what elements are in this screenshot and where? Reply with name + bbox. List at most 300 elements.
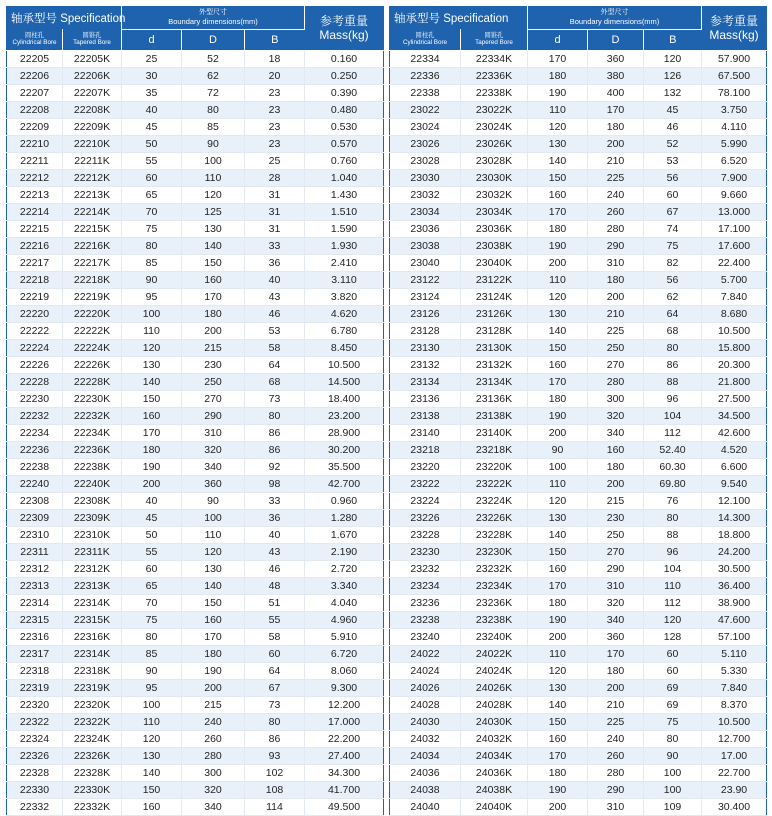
outer-D-cell: 290 xyxy=(588,237,644,254)
outer-D-cell: 200 xyxy=(588,475,644,492)
cylindrical-bore-cell: 23224 xyxy=(390,492,461,509)
bore-d-cell: 130 xyxy=(528,305,588,322)
mass-cell: 14.500 xyxy=(305,373,384,390)
width-B-cell: 73 xyxy=(245,390,305,407)
width-B-cell: 33 xyxy=(245,237,305,254)
cylindrical-bore-cell: 23222 xyxy=(390,475,461,492)
bore-d-cell: 170 xyxy=(528,50,588,67)
outer-D-cell: 360 xyxy=(588,628,644,645)
table-row xyxy=(390,356,767,373)
bore-d-cell: 160 xyxy=(122,407,182,424)
outer-D-cell: 280 xyxy=(588,220,644,237)
bore-d-cell: 110 xyxy=(528,271,588,288)
bore-d-cell: 120 xyxy=(528,492,588,509)
table-header xyxy=(390,7,767,51)
outer-D-cell: 180 xyxy=(588,118,644,135)
cylindrical-bore-cell: 22315 xyxy=(7,611,63,628)
tapered-bore-cell: 22330K xyxy=(63,781,122,798)
width-B-cell: 31 xyxy=(245,220,305,237)
tapered-bore-cell: 22213K xyxy=(63,186,122,203)
width-B-cell: 102 xyxy=(245,764,305,781)
cylindrical-bore-cell: 23234 xyxy=(390,577,461,594)
bore-d-cell: 130 xyxy=(528,509,588,526)
table-row xyxy=(390,271,767,288)
outer-D-cell: 270 xyxy=(588,356,644,373)
tapered-bore-cell: 22210K xyxy=(63,135,122,152)
bore-d-cell: 170 xyxy=(528,577,588,594)
width-B-cell: 23 xyxy=(245,101,305,118)
mass-cell: 30.500 xyxy=(702,560,767,577)
mass-cell: 0.570 xyxy=(305,135,384,152)
tapered-bore-cell: 23226K xyxy=(461,509,528,526)
table-row xyxy=(7,543,384,560)
spec-header: 轴承型号 Specification xyxy=(7,7,122,30)
outer-D-cell: 290 xyxy=(182,407,245,424)
tapered-bore-cell: 24024K xyxy=(461,662,528,679)
outer-D-cell: 200 xyxy=(588,679,644,696)
cylindrical-bore-cell: 22213 xyxy=(7,186,63,203)
mass-cell: 12.700 xyxy=(702,730,767,747)
tapered-bore-cell: 22222K xyxy=(63,322,122,339)
cylindrical-bore-cell: 22219 xyxy=(7,288,63,305)
tapered-bore-cell: 22236K xyxy=(63,441,122,458)
width-B-cell: 108 xyxy=(245,781,305,798)
width-B-cell: 46 xyxy=(245,560,305,577)
tapered-bore-cell: 22313K xyxy=(63,577,122,594)
table-row xyxy=(390,67,767,84)
mass-cell: 17.000 xyxy=(305,713,384,730)
bore-d-cell: 110 xyxy=(528,475,588,492)
tapered-bore-cell: 23036K xyxy=(461,220,528,237)
mass-cell: 8.680 xyxy=(702,305,767,322)
mass-cell: 47.600 xyxy=(702,611,767,628)
cylindrical-bore-cell: 22222 xyxy=(7,322,63,339)
tapered-bore-cell: 22315K xyxy=(63,611,122,628)
table-row xyxy=(7,186,384,203)
cylindrical-bore-cell: 23026 xyxy=(390,135,461,152)
tapered-bore-cell: 22206K xyxy=(63,67,122,84)
cylindrical-bore-cell: 22310 xyxy=(7,526,63,543)
mass-cell: 22.200 xyxy=(305,730,384,747)
table-body-left xyxy=(7,50,384,815)
outer-D-cell: 230 xyxy=(588,509,644,526)
mass-cell: 0.250 xyxy=(305,67,384,84)
outer-D-cell: 310 xyxy=(588,798,644,815)
outer-D-cell: 100 xyxy=(182,152,245,169)
cylindrical-bore-cell: 22336 xyxy=(390,67,461,84)
width-B-cell: 40 xyxy=(245,271,305,288)
table-row xyxy=(390,135,767,152)
width-B-cell: 67 xyxy=(644,203,702,220)
bore-d-cell: 90 xyxy=(122,271,182,288)
cylindrical-bore-cell: 23140 xyxy=(390,424,461,441)
bore-d-cell: 130 xyxy=(528,135,588,152)
outer-D-cell: 240 xyxy=(182,713,245,730)
table-row xyxy=(390,152,767,169)
cylindrical-bore-cell: 24024 xyxy=(390,662,461,679)
width-B-cell: 40 xyxy=(245,526,305,543)
tapered-bore-cell: 23034K xyxy=(461,203,528,220)
outer-D-cell: 90 xyxy=(182,492,245,509)
width-B-cell: 104 xyxy=(644,407,702,424)
boundary-header xyxy=(122,7,305,30)
tapered-bore-cell: 22311K xyxy=(63,543,122,560)
tapered-bore-cell: 24030K xyxy=(461,713,528,730)
tapered-bore-cell: 23136K xyxy=(461,390,528,407)
tapered-bore-cell: 24034K xyxy=(461,747,528,764)
bore-d-cell: 180 xyxy=(528,67,588,84)
table-row xyxy=(7,135,384,152)
bore-d-cell: 100 xyxy=(528,458,588,475)
tapered-bore-cell: 23236K xyxy=(461,594,528,611)
bore-d-cell: 200 xyxy=(122,475,182,492)
width-B-cell: 68 xyxy=(644,322,702,339)
cylindrical-bore-cell: 23228 xyxy=(390,526,461,543)
table-row xyxy=(390,305,767,322)
cylindrical-bore-cell: 22220 xyxy=(7,305,63,322)
table-row xyxy=(7,220,384,237)
width-B-cell: 69.80 xyxy=(644,475,702,492)
mass-header-en: Mass(kg) xyxy=(319,28,369,43)
width-B-cell: 58 xyxy=(245,628,305,645)
boundary-header-zh: 外型尺寸 xyxy=(199,9,227,17)
cylindrical-bore-cell: 22211 xyxy=(7,152,63,169)
table-row xyxy=(390,730,767,747)
mass-cell: 27.500 xyxy=(702,390,767,407)
mass-cell: 36.400 xyxy=(702,577,767,594)
tapered-bore-cell: 22234K xyxy=(63,424,122,441)
outer-D-cell: 270 xyxy=(588,543,644,560)
bore-d-cell: 160 xyxy=(528,186,588,203)
bore-d-cell: 150 xyxy=(528,543,588,560)
tapered-bore-cell: 23024K xyxy=(461,118,528,135)
bore-d-cell: 60 xyxy=(122,169,182,186)
mass-cell: 2.410 xyxy=(305,254,384,271)
width-B-cell: 60 xyxy=(644,662,702,679)
cylindrical-bore-cell: 22228 xyxy=(7,373,63,390)
mass-cell: 21.800 xyxy=(702,373,767,390)
mass-cell: 1.930 xyxy=(305,237,384,254)
tapered-bore-cell: 22328K xyxy=(63,764,122,781)
bore-d-cell: 170 xyxy=(528,747,588,764)
cylindrical-bore-cell: 24026 xyxy=(390,679,461,696)
mass-cell: 0.760 xyxy=(305,152,384,169)
width-B-cell: 51 xyxy=(245,594,305,611)
cylindrical-bore-cell: 23238 xyxy=(390,611,461,628)
mass-cell: 78.100 xyxy=(702,84,767,101)
tapered-bore-cell: 23032K xyxy=(461,186,528,203)
bore-d-cell: 65 xyxy=(122,577,182,594)
bore-d-cell: 180 xyxy=(528,390,588,407)
table-row xyxy=(390,781,767,798)
width-B-cell: 86 xyxy=(245,424,305,441)
bore-d-cell: 200 xyxy=(528,424,588,441)
width-B-cell: 23 xyxy=(245,84,305,101)
cylindrical-bore-cell: 22326 xyxy=(7,747,63,764)
tapered-bore-cell: 22238K xyxy=(63,458,122,475)
tapered-bore-cell: 23026K xyxy=(461,135,528,152)
outer-D-cell: 210 xyxy=(588,305,644,322)
width-B-cell: 60.30 xyxy=(644,458,702,475)
table-row xyxy=(390,747,767,764)
width-B-cell: 86 xyxy=(644,356,702,373)
cylindrical-bore-cell: 23022 xyxy=(390,101,461,118)
bore-d-cell: 140 xyxy=(528,696,588,713)
tapered-bore-cell: 22214K xyxy=(63,203,122,220)
cylindrical-bore-header xyxy=(390,29,461,50)
table-row xyxy=(390,373,767,390)
mass-cell: 12.200 xyxy=(305,696,384,713)
width-B-cell: 46 xyxy=(245,305,305,322)
width-B-cell: 88 xyxy=(644,526,702,543)
table-row xyxy=(7,407,384,424)
table-row xyxy=(390,424,767,441)
outer-D-cell: 270 xyxy=(182,390,245,407)
width-B-cell: 96 xyxy=(644,543,702,560)
cylindrical-bore-cell: 22332 xyxy=(7,798,63,815)
bore-d-cell: 95 xyxy=(122,288,182,305)
mass-cell: 41.700 xyxy=(305,781,384,798)
cylindrical-bore-cell: 23028 xyxy=(390,152,461,169)
cylindrical-bore-cell: 24038 xyxy=(390,781,461,798)
mass-cell: 4.960 xyxy=(305,611,384,628)
bore-d-cell: 200 xyxy=(528,798,588,815)
cylindrical-bore-cell: 22214 xyxy=(7,203,63,220)
width-B-cell: 56 xyxy=(644,271,702,288)
outer-D-cell: 170 xyxy=(182,288,245,305)
cylindrical-bore-cell: 22207 xyxy=(7,84,63,101)
width-B-cell: 28 xyxy=(245,169,305,186)
bore-d-cell: 150 xyxy=(528,339,588,356)
mass-cell: 42.700 xyxy=(305,475,384,492)
width-B-cell: 48 xyxy=(245,577,305,594)
width-B-cell: 46 xyxy=(644,118,702,135)
mass-cell: 8.370 xyxy=(702,696,767,713)
mass-cell: 12.100 xyxy=(702,492,767,509)
mass-cell: 1.280 xyxy=(305,509,384,526)
col-D-header: D xyxy=(182,29,245,50)
outer-D-cell: 125 xyxy=(182,203,245,220)
tapered-bore-cell: 23022K xyxy=(461,101,528,118)
cylindrical-bore-cell: 24032 xyxy=(390,730,461,747)
tapered-bore-cell: 22209K xyxy=(63,118,122,135)
table-row xyxy=(7,84,384,101)
mass-cell: 9.540 xyxy=(702,475,767,492)
mass-cell: 17.600 xyxy=(702,237,767,254)
width-B-cell: 60 xyxy=(644,645,702,662)
cylindrical-bore-cell: 23030 xyxy=(390,169,461,186)
table-row xyxy=(390,407,767,424)
outer-D-cell: 170 xyxy=(588,101,644,118)
tapered-bore-cell: 22219K xyxy=(63,288,122,305)
cylindrical-bore-cell: 22338 xyxy=(390,84,461,101)
table-row xyxy=(7,679,384,696)
outer-D-cell: 290 xyxy=(588,560,644,577)
outer-D-cell: 320 xyxy=(182,781,245,798)
width-B-cell: 93 xyxy=(245,747,305,764)
mass-cell: 3.340 xyxy=(305,577,384,594)
tapered-bore-cell: 22226K xyxy=(63,356,122,373)
outer-D-cell: 215 xyxy=(182,339,245,356)
table-row xyxy=(390,169,767,186)
cylindrical-bore-cell: 23134 xyxy=(390,373,461,390)
bore-d-cell: 50 xyxy=(122,135,182,152)
width-B-cell: 88 xyxy=(644,373,702,390)
bore-d-cell: 160 xyxy=(122,798,182,815)
bore-d-cell: 170 xyxy=(122,424,182,441)
width-B-cell: 104 xyxy=(644,560,702,577)
table-row xyxy=(390,713,767,730)
mass-cell: 18.800 xyxy=(702,526,767,543)
mass-cell: 10.500 xyxy=(305,356,384,373)
table-row xyxy=(390,390,767,407)
tapered-bore-cell: 23232K xyxy=(461,560,528,577)
cylindrical-bore-cell: 23220 xyxy=(390,458,461,475)
table-row xyxy=(390,203,767,220)
outer-D-cell: 52 xyxy=(182,50,245,67)
mass-cell: 13.000 xyxy=(702,203,767,220)
mass-cell: 14.300 xyxy=(702,509,767,526)
tapered-bore-cell: 22312K xyxy=(63,560,122,577)
bore-d-cell: 190 xyxy=(528,611,588,628)
outer-D-cell: 180 xyxy=(588,662,644,679)
bore-d-cell: 120 xyxy=(122,730,182,747)
outer-D-cell: 140 xyxy=(182,577,245,594)
mass-header xyxy=(305,7,384,51)
bore-d-cell: 160 xyxy=(528,356,588,373)
cylindrical-bore-cell: 24040 xyxy=(390,798,461,815)
outer-D-cell: 340 xyxy=(588,424,644,441)
tapered-bore-cell: 22232K xyxy=(63,407,122,424)
cylindrical-bore-cell: 22212 xyxy=(7,169,63,186)
boundary-header xyxy=(528,7,702,30)
boundary-header-en: Boundary dimensions(mm) xyxy=(569,16,660,26)
cylindrical-bore-cell: 22324 xyxy=(7,730,63,747)
mass-cell: 7.840 xyxy=(702,679,767,696)
mass-cell: 5.700 xyxy=(702,271,767,288)
outer-D-cell: 160 xyxy=(182,271,245,288)
table-row xyxy=(7,288,384,305)
table-row xyxy=(390,645,767,662)
outer-D-cell: 400 xyxy=(588,84,644,101)
bore-d-cell: 190 xyxy=(528,84,588,101)
cylindrical-bore-cell: 23124 xyxy=(390,288,461,305)
tapered-bore-cell: 23220K xyxy=(461,458,528,475)
width-B-cell: 86 xyxy=(245,730,305,747)
tapered-bore-header xyxy=(461,29,528,50)
width-B-cell: 25 xyxy=(245,152,305,169)
cylindrical-bore-cell: 23032 xyxy=(390,186,461,203)
outer-D-cell: 80 xyxy=(182,101,245,118)
width-B-cell: 60 xyxy=(245,645,305,662)
table-row xyxy=(7,645,384,662)
cylindrical-bore-en: Cylindrical Bore xyxy=(402,39,448,47)
bore-d-cell: 45 xyxy=(122,118,182,135)
col-B-header: B xyxy=(644,29,702,50)
outer-D-cell: 180 xyxy=(588,271,644,288)
width-B-cell: 53 xyxy=(644,152,702,169)
tapered-bore-cell: 22212K xyxy=(63,169,122,186)
table-row xyxy=(7,271,384,288)
outer-D-cell: 250 xyxy=(182,373,245,390)
tapered-bore-cell: 23140K xyxy=(461,424,528,441)
tapered-bore-cell: 22228K xyxy=(63,373,122,390)
cylindrical-bore-en: Cylindrical Bore xyxy=(12,39,57,47)
tapered-bore-cell: 23124K xyxy=(461,288,528,305)
tapered-bore-cell: 22207K xyxy=(63,84,122,101)
bore-d-cell: 25 xyxy=(122,50,182,67)
cylindrical-bore-cell: 22224 xyxy=(7,339,63,356)
mass-cell: 27.400 xyxy=(305,747,384,764)
cylindrical-bore-cell: 22205 xyxy=(7,50,63,67)
tapered-bore-cell: 22205K xyxy=(63,50,122,67)
mass-header xyxy=(702,7,767,51)
cylindrical-bore-cell: 23232 xyxy=(390,560,461,577)
tapered-bore-header xyxy=(63,29,122,50)
table-row xyxy=(390,237,767,254)
table-row xyxy=(390,339,767,356)
bore-d-cell: 140 xyxy=(528,322,588,339)
table-row xyxy=(7,696,384,713)
cylindrical-bore-cell: 23040 xyxy=(390,254,461,271)
table-row xyxy=(7,526,384,543)
width-B-cell: 64 xyxy=(245,356,305,373)
cylindrical-bore-zh: 圆柱孔 xyxy=(25,32,44,40)
cylindrical-bore-cell: 24030 xyxy=(390,713,461,730)
outer-D-cell: 280 xyxy=(588,373,644,390)
bore-d-cell: 130 xyxy=(122,356,182,373)
mass-cell: 34.300 xyxy=(305,764,384,781)
bore-d-cell: 150 xyxy=(122,781,182,798)
cylindrical-bore-cell: 22236 xyxy=(7,441,63,458)
width-B-cell: 80 xyxy=(245,407,305,424)
mass-cell: 8.450 xyxy=(305,339,384,356)
mass-header-en: Mass(kg) xyxy=(709,28,759,43)
bore-d-cell: 180 xyxy=(528,594,588,611)
outer-D-cell: 210 xyxy=(588,696,644,713)
outer-D-cell: 190 xyxy=(182,662,245,679)
table-row xyxy=(390,186,767,203)
outer-D-cell: 225 xyxy=(588,169,644,186)
table-row xyxy=(7,611,384,628)
bore-d-cell: 150 xyxy=(528,169,588,186)
cylindrical-bore-cell: 24036 xyxy=(390,764,461,781)
cylindrical-bore-cell: 23128 xyxy=(390,322,461,339)
width-B-cell: 112 xyxy=(644,594,702,611)
cylindrical-bore-cell: 23036 xyxy=(390,220,461,237)
mass-cell: 3.820 xyxy=(305,288,384,305)
bore-d-cell: 75 xyxy=(122,220,182,237)
table-row xyxy=(7,730,384,747)
table-row xyxy=(7,118,384,135)
outer-D-cell: 200 xyxy=(588,288,644,305)
table-row xyxy=(7,662,384,679)
table-row xyxy=(7,747,384,764)
table-row xyxy=(7,798,384,815)
cylindrical-bore-cell: 22208 xyxy=(7,101,63,118)
tapered-bore-cell: 22211K xyxy=(63,152,122,169)
outer-D-cell: 225 xyxy=(588,322,644,339)
mass-cell: 4.620 xyxy=(305,305,384,322)
cylindrical-bore-cell: 22309 xyxy=(7,509,63,526)
cylindrical-bore-cell: 22314 xyxy=(7,594,63,611)
mass-cell: 22.700 xyxy=(702,764,767,781)
bore-d-cell: 110 xyxy=(122,713,182,730)
table-row xyxy=(7,356,384,373)
table-row xyxy=(7,203,384,220)
table-row xyxy=(390,696,767,713)
mass-cell: 2.190 xyxy=(305,543,384,560)
